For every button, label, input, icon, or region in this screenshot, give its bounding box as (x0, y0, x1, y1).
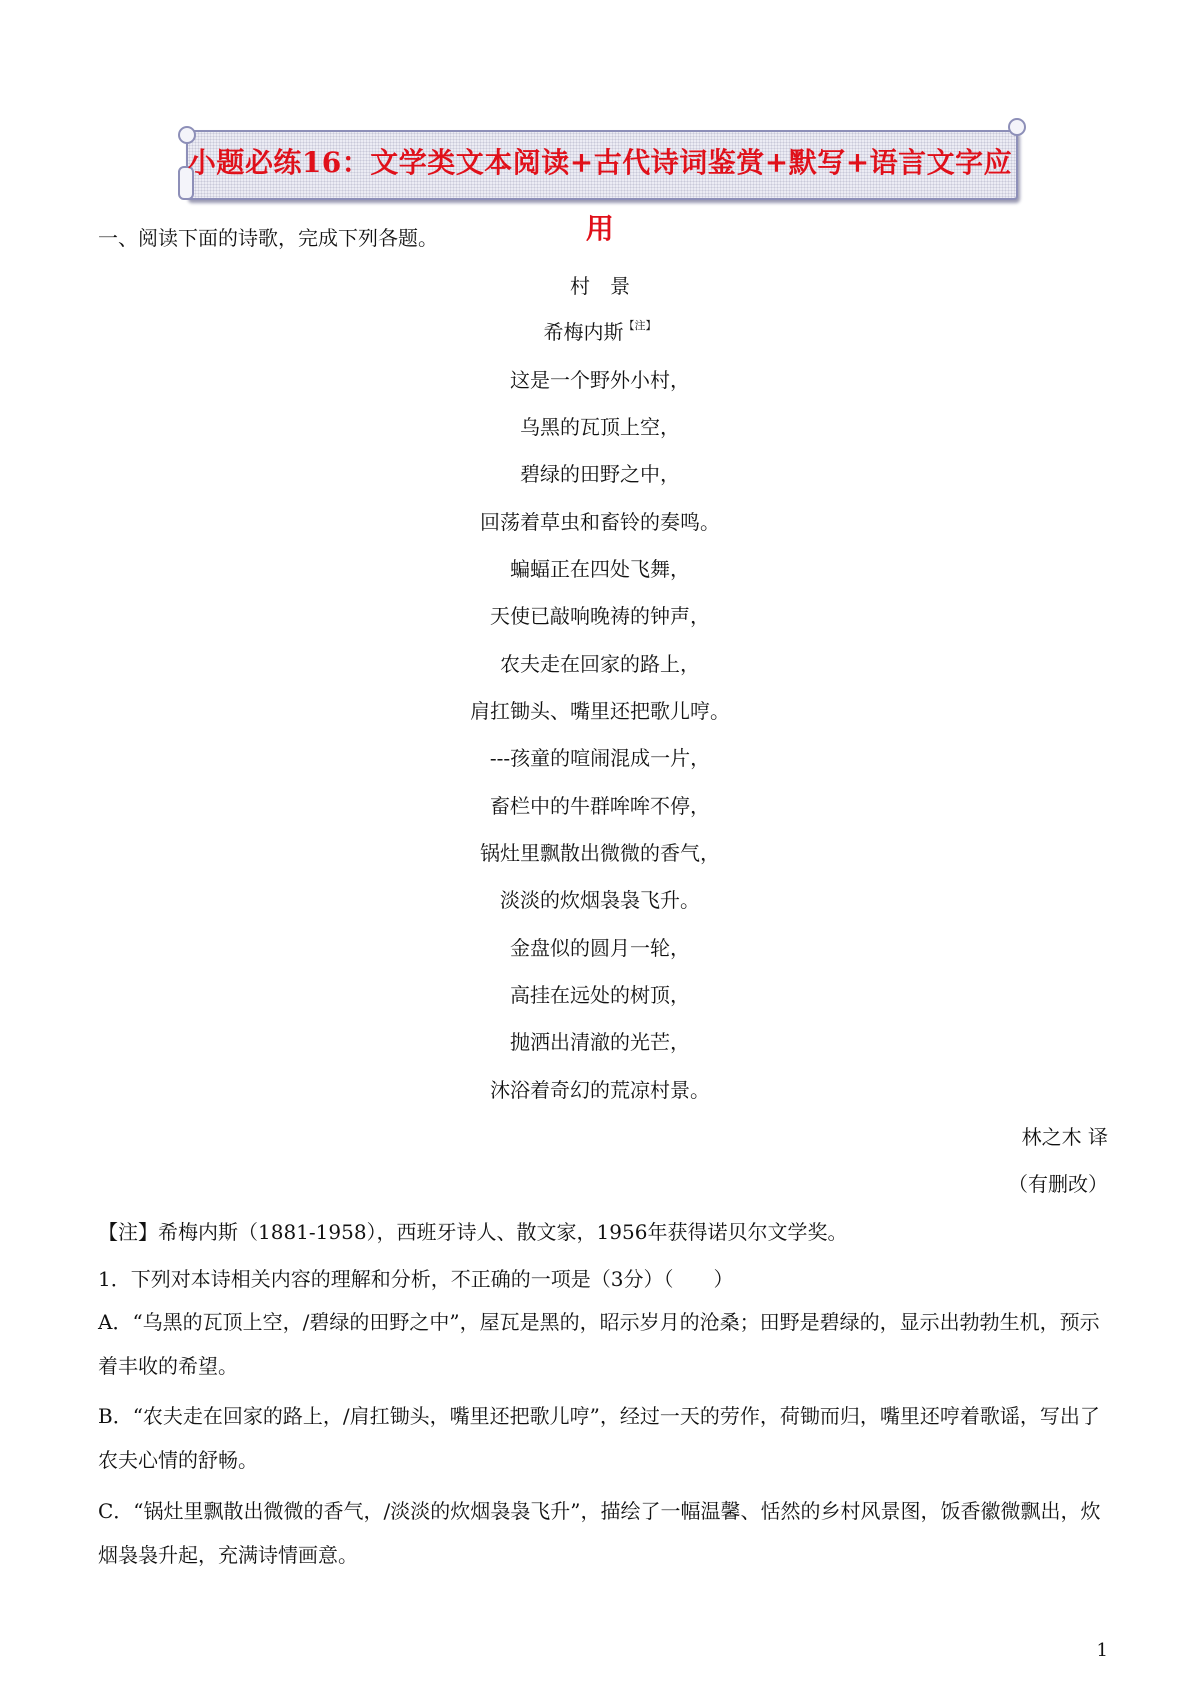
poem-author (0, 316, 1200, 345)
poem-line: 抛洒出清澈的光芒， (510, 1030, 690, 1054)
poem-translator: 林之木 译 (1021, 1125, 1108, 1149)
poem-line: 天使已敲响晚祷的钟声， (490, 604, 710, 628)
poem-line: 这是一个野外小村， (510, 368, 690, 392)
poem-line: 乌黑的瓦顶上空， (520, 415, 680, 439)
poem-line: 金盘似的圆月一轮， (510, 936, 690, 960)
poem-line: 畜栏中的牛群哞哞不停， (490, 794, 710, 818)
question-option-a: A．“乌黑的瓦顶上空，/碧绿的田野之中”，屋瓦是黑的，昭示岁月的沧桑；田野是碧绿的，显示出勃勃生机，预示着丰收的希望。 (98, 1310, 1100, 1378)
question-option-b: B．“农夫走在回家的路上，/肩扛锄头，嘴里还把歌儿哼”，经过一天的劳作，荷锄而归，嘴里还哼着歌谣，写出了农夫心情的舒畅。 (98, 1404, 1100, 1472)
author-note-mark: 【注】 (623, 319, 657, 332)
footnote: 【注】希梅内斯（1881-1958），西班牙诗人、散文家，1956年获得诺贝尔文学奖。 (98, 1220, 848, 1244)
poem-line: 肩扛锄头、嘴里还把歌儿哼。 (470, 699, 730, 723)
poem-line: 淡淡的炊烟袅袅飞升。 (500, 888, 700, 912)
section-instruction: 一、阅读下面的诗歌，完成下列各题。 (98, 226, 438, 250)
page-title: 小题必练16：文学类文本阅读+古代诗词鉴赏+默写+语言文字应用 (187, 146, 1013, 245)
poem-line: 锅灶里飘散出微微的香气， (480, 841, 720, 865)
question-option-c: C．“锅灶里飘散出微微的香气，/淡淡的炊烟袅袅飞升”，描绘了一幅温馨、恬然的乡村风景图，饭香徽微飘出，炊烟袅袅升起，充满诗情画意。 (98, 1499, 1101, 1567)
poem-line: 农夫走在回家的路上， (500, 652, 700, 676)
page-number: 1 (1096, 1640, 1108, 1661)
question-stem: 1．下列对本诗相关内容的理解和分析，不正确的一项是（3分）（ ） (98, 1267, 734, 1291)
poem-title: 村 景 (570, 274, 630, 298)
poem-author-name: 希梅内斯 (543, 320, 624, 344)
poem-line: 沐浴着奇幻的荒凉村景。 (490, 1078, 710, 1102)
poem-line: ---孩童的喧闹混成一片， (489, 746, 711, 770)
poem-line: 碧绿的田野之中， (520, 462, 680, 486)
poem-line: 回荡着草虫和畜铃的奏鸣。 (480, 510, 720, 534)
poem-line: 高挂在远处的树顶， (510, 983, 690, 1007)
poem-edit-note: （有删改） (1008, 1172, 1108, 1196)
poem-line: 蝙蝠正在四处飞舞， (510, 557, 690, 581)
